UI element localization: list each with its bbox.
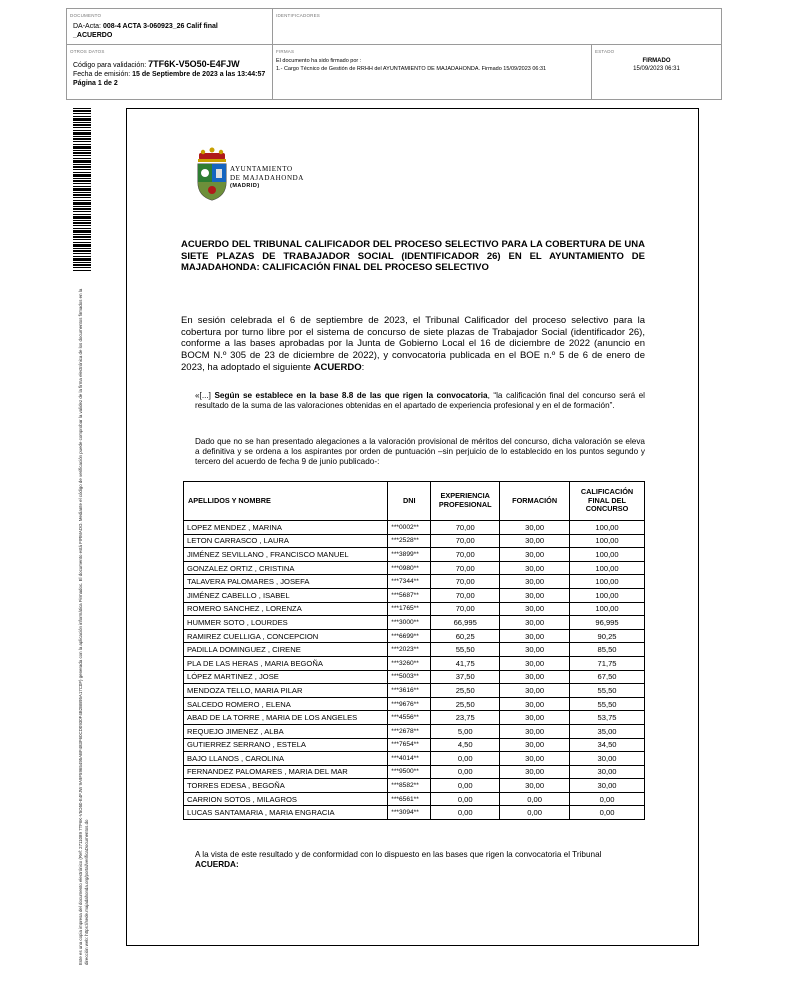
table-row (184, 561, 645, 575)
cell-dni: ***7654** (388, 738, 431, 752)
cell-experiencia: 55,50 (431, 643, 500, 657)
cell-experiencia: 25,50 (431, 697, 500, 711)
cell-experiencia: 5,00 (431, 724, 500, 738)
cell-experiencia: 70,00 (431, 534, 500, 548)
cell-calificacion: 67,50 (570, 670, 645, 684)
cell-dni: ***5003** (388, 670, 431, 684)
cell-experiencia: 41,75 (431, 656, 500, 670)
cell-experiencia: 70,00 (431, 602, 500, 616)
coat-of-arms-logo (194, 146, 230, 202)
barcode (73, 108, 91, 272)
verification-sidebar-text: Este es una copia impresa del documento electrónico (Ref: 2711089 7TF6K-V5O50-E4FJW 9A9F5965495ABF483F60CD0930F4B2BB95A17C0F) generada con la aplicación informática Firmadoc. El documento está FIRMADO. Mediante el código de verificación puede comprobar la validez de la firma electrónica de los documentos firmados en la dirección web: https://sede.majadahonda.org/portal/verificaDocumentos.do (78, 288, 90, 965)
cell-nombre: TORRES EDESA , BEGOÑA (184, 779, 388, 793)
cell-formacion: 30,00 (500, 643, 570, 657)
cell-calificacion: 30,00 (570, 765, 645, 779)
cell-nombre: TALAVERA PALOMARES , JOSEFA (184, 575, 388, 589)
cell-dni: ***3000** (388, 616, 431, 630)
cell-experiencia: 0,00 (431, 765, 500, 779)
cell-experiencia: 70,00 (431, 575, 500, 589)
cell-nombre: ABAD DE LA TORRE , MARIA DE LOS ANGELES (184, 711, 388, 725)
cell-formacion: 30,00 (500, 711, 570, 725)
cell-calificacion: 100,00 (570, 588, 645, 602)
cell-nombre: JIMÉNEZ SEVILLANO , FRANCISCO MANUEL (184, 548, 388, 562)
cell-nombre: PADILLA DOMINGUEZ , CIRENE (184, 643, 388, 657)
cell-calificacion: 30,00 (570, 779, 645, 793)
table-row (184, 643, 645, 657)
cell-experiencia: 70,00 (431, 588, 500, 602)
cell-nombre: HUMMER SOTO , LOURDES (184, 616, 388, 630)
cell-dni: ***2678** (388, 724, 431, 738)
table-row (184, 779, 645, 793)
cell-nombre: PLA DE LAS HERAS , MARIA BEGOÑA (184, 656, 388, 670)
cell-calificacion: 96,995 (570, 616, 645, 630)
table-row (184, 575, 645, 589)
cell-formacion: 30,00 (500, 588, 570, 602)
table-row (184, 806, 645, 820)
closing-paragraph: A la vista de este resultado y de conformidad con lo dispuesto en las bases que rigen la convocatoria el Tribunal ACUERDA: (195, 850, 602, 869)
cell-formacion: 30,00 (500, 765, 570, 779)
table-row (184, 616, 645, 630)
cell-dni: ***0002** (388, 521, 431, 535)
cell-calificacion: 35,00 (570, 724, 645, 738)
cell-calificacion: 53,75 (570, 711, 645, 725)
table-row (184, 711, 645, 725)
header-nombre: APELLIDOS Y NOMBRE (184, 482, 388, 521)
cell-formacion: 30,00 (500, 779, 570, 793)
table-row (184, 629, 645, 643)
codigo-value[interactable]: 7TF6K-V5O50-E4FJW (148, 59, 240, 69)
cell-calificacion: 100,00 (570, 534, 645, 548)
table-header-row (184, 482, 645, 521)
estado-cell (592, 45, 721, 99)
table-row (184, 738, 645, 752)
cell-experiencia: 23,75 (431, 711, 500, 725)
cell-formacion: 30,00 (500, 724, 570, 738)
cell-formacion: 30,00 (500, 752, 570, 766)
cell-calificacion: 100,00 (570, 602, 645, 616)
cell-calificacion: 55,50 (570, 697, 645, 711)
table-row (184, 765, 645, 779)
cell-formacion: 30,00 (500, 670, 570, 684)
cell-experiencia: 4,50 (431, 738, 500, 752)
cell-dni: ***3616** (388, 684, 431, 698)
cell-nombre: SALCEDO ROMERO , ELENA (184, 697, 388, 711)
firmas-label: FIRMAS (276, 49, 295, 54)
logo-text: AYUNTAMIENTO DE MAJADAHONDA (MADRID) (230, 165, 304, 189)
cell-formacion: 30,00 (500, 616, 570, 630)
cell-experiencia: 70,00 (431, 561, 500, 575)
cell-calificacion: 0,00 (570, 792, 645, 806)
cell-dni: ***4014** (388, 752, 431, 766)
cell-formacion: 30,00 (500, 561, 570, 575)
table-row (184, 534, 645, 548)
cell-nombre: RAMIREZ CUELLIGA , CONCEPCION (184, 629, 388, 643)
cell-calificacion: 85,50 (570, 643, 645, 657)
header-calificacion: CALIFICACIÓN FINAL DEL CONCURSO (570, 482, 645, 521)
cell-nombre: LÓPEZ MARTINEZ , JOSE (184, 670, 388, 684)
table-row (184, 548, 645, 562)
valoracion-paragraph: Dado que no se han presentado alegaciones a la valoración provisional de méritos del concurso, dicha valoración se eleva a definitiva y se ordena a los aspirantes por orden de puntuación –sin perjuicio de lo establecido en los puntos segundo y tercero del acuerdo de fecha 9 de junio publicado-: (195, 437, 645, 466)
cell-experiencia: 0,00 (431, 752, 500, 766)
firmas-text: El documento ha sido firmado por : 1.- Cargo Técnico de Gestión de RRHH del AYUNTAMIENTO DE MAJADAHONDA. Firmado 15/09/2023 06:31 (276, 58, 547, 72)
cell-dni: ***6561** (388, 792, 431, 806)
firmas-cell (273, 45, 592, 99)
cell-nombre: GONZALEZ ORTIZ , CRISTINA (184, 561, 388, 575)
otros-datos-cell (67, 45, 273, 99)
identificadores-cell (273, 9, 721, 45)
identificadores-label: IDENTIFICADORES (276, 13, 321, 18)
cell-dni: ***9676** (388, 697, 431, 711)
header-dni: DNI (388, 482, 431, 521)
table-row (184, 670, 645, 684)
cell-nombre: CARRION SOTOS , MILAGROS (184, 792, 388, 806)
cell-dni: ***2528** (388, 534, 431, 548)
cell-dni: ***1765** (388, 602, 431, 616)
cell-formacion: 30,00 (500, 629, 570, 643)
quote-paragraph: «[...] Según se establece en la base 8.8 de las que rigen la convocatoria, “la calificación final del concurso será el resultado de la suma de las valoraciones obtenidas en el apartado de experiencia profesional y en el de formación”. (195, 391, 645, 410)
cell-experiencia: 37,50 (431, 670, 500, 684)
cell-formacion: 30,00 (500, 534, 570, 548)
cell-nombre: LETON CARRASCO , LAURA (184, 534, 388, 548)
cell-nombre: FERNANDEZ PALOMARES , MARIA DEL MAR (184, 765, 388, 779)
cell-nombre: ROMERO SANCHEZ , LORENZA (184, 602, 388, 616)
cell-calificacion: 90,25 (570, 629, 645, 643)
cell-nombre: MENDOZA TELLO, MARIA PILAR (184, 684, 388, 698)
cell-dni: ***8582** (388, 779, 431, 793)
table-row (184, 697, 645, 711)
cell-experiencia: 60,25 (431, 629, 500, 643)
codigo-validacion: Código para validación: 7TF6K-V5O50-E4FJW Fecha de emisión: 15 de Septiembre de 2023 a las 13:44:57 Página 1 de 2 (73, 59, 266, 87)
cell-formacion: 30,00 (500, 684, 570, 698)
cell-experiencia: 0,00 (431, 792, 500, 806)
cell-nombre: REQUEJO JIMENEZ , ALBA (184, 724, 388, 738)
cell-calificacion: 100,00 (570, 521, 645, 535)
otros-datos-label: OTROS DATOS (70, 49, 105, 54)
cell-formacion: 30,00 (500, 697, 570, 711)
estado-label: ESTADO (595, 49, 615, 54)
table-row (184, 588, 645, 602)
cell-formacion: 30,00 (500, 521, 570, 535)
results-table (183, 481, 645, 820)
cell-experiencia: 66,995 (431, 616, 500, 630)
document-header (66, 8, 722, 100)
header-formacion: FORMACIÓN (500, 482, 570, 521)
cell-calificacion: 34,50 (570, 738, 645, 752)
cell-nombre: LOPEZ MENDEZ , MARINA (184, 521, 388, 535)
cell-calificacion: 55,50 (570, 684, 645, 698)
cell-dni: ***0980** (388, 561, 431, 575)
estado-value: FIRMADO 15/09/2023 06:31 (633, 58, 680, 72)
cell-formacion: 30,00 (500, 656, 570, 670)
cell-nombre: LUCAS SANTAMARIA , MARIA ENGRACIA (184, 806, 388, 820)
table-row (184, 724, 645, 738)
table-row (184, 684, 645, 698)
documento-cell (67, 9, 273, 45)
cell-formacion: 0,00 (500, 792, 570, 806)
cell-formacion: 30,00 (500, 575, 570, 589)
cell-calificacion: 100,00 (570, 575, 645, 589)
cell-formacion: 30,00 (500, 738, 570, 752)
cell-calificacion: 100,00 (570, 548, 645, 562)
cell-formacion: 0,00 (500, 806, 570, 820)
cell-dni: ***3094** (388, 806, 431, 820)
documento-label: DOCUMENTO (70, 13, 102, 18)
table-row (184, 521, 645, 535)
documento-value: DA-Acta: 008-4 ACTA 3-060923_26 Calif final _ACUERDO (73, 23, 218, 39)
table-row (184, 792, 645, 806)
table-row (184, 602, 645, 616)
cell-experiencia: 70,00 (431, 548, 500, 562)
cell-dni: ***2023** (388, 643, 431, 657)
cell-experiencia: 0,00 (431, 806, 500, 820)
cell-dni: ***6699** (388, 629, 431, 643)
cell-nombre: GUTIERREZ SERRANO , ESTELA (184, 738, 388, 752)
cell-dni: ***4556** (388, 711, 431, 725)
cell-nombre: BAJO LLANOS , CAROLINA (184, 752, 388, 766)
pagina-indicator: Página 1 de 2 (73, 80, 118, 87)
table-row (184, 752, 645, 766)
header-experiencia: EXPERIENCIA PROFESIONAL (431, 482, 500, 521)
cell-experiencia: 25,50 (431, 684, 500, 698)
cell-experiencia: 0,00 (431, 779, 500, 793)
cell-calificacion: 30,00 (570, 752, 645, 766)
cell-dni: ***3899** (388, 548, 431, 562)
cell-formacion: 30,00 (500, 602, 570, 616)
cell-calificacion: 0,00 (570, 806, 645, 820)
cell-dni: ***9500** (388, 765, 431, 779)
cell-dni: ***5687** (388, 588, 431, 602)
fecha-emision: 15 de Septiembre de 2023 a las 13:44:57 (132, 71, 266, 78)
cell-calificacion: 100,00 (570, 561, 645, 575)
intro-paragraph: En sesión celebrada el 6 de septiembre de 2023, el Tribunal Calificador del proceso selectivo para la cobertura por turno libre por el sistema de concurso de siete plazas de Trabajador Social (identificador 26), conforme a las bases aprobadas por la Junta de Gobierno Local el 16 de diciembre de 2022 (anuncio en BOCM N.º 305 de 23 de diciembre de 2022), y convocatoria publicada en el BOE n.º 5 de 6 de enero de 2023, ha adoptado el siguiente ACUERDO: (181, 315, 645, 373)
cell-nombre: JIMÉNEZ CABELLO , ISABEL (184, 588, 388, 602)
cell-dni: ***3260** (388, 656, 431, 670)
cell-dni: ***7344** (388, 575, 431, 589)
cell-calificacion: 71,75 (570, 656, 645, 670)
table-row (184, 656, 645, 670)
cell-experiencia: 70,00 (431, 521, 500, 535)
cell-formacion: 30,00 (500, 548, 570, 562)
document-title: ACUERDO DEL TRIBUNAL CALIFICADOR DEL PROCESO SELECTIVO PARA LA COBERTURA DE UNA SIETE PLAZAS DE TRABAJADOR SOCIAL (IDENTIFICADOR 26) EN EL AYUNTAMIENTO DE MAJADAHONDA: CALIFICACIÓN FINAL DEL PROCESO SELECTIVO (181, 239, 645, 274)
